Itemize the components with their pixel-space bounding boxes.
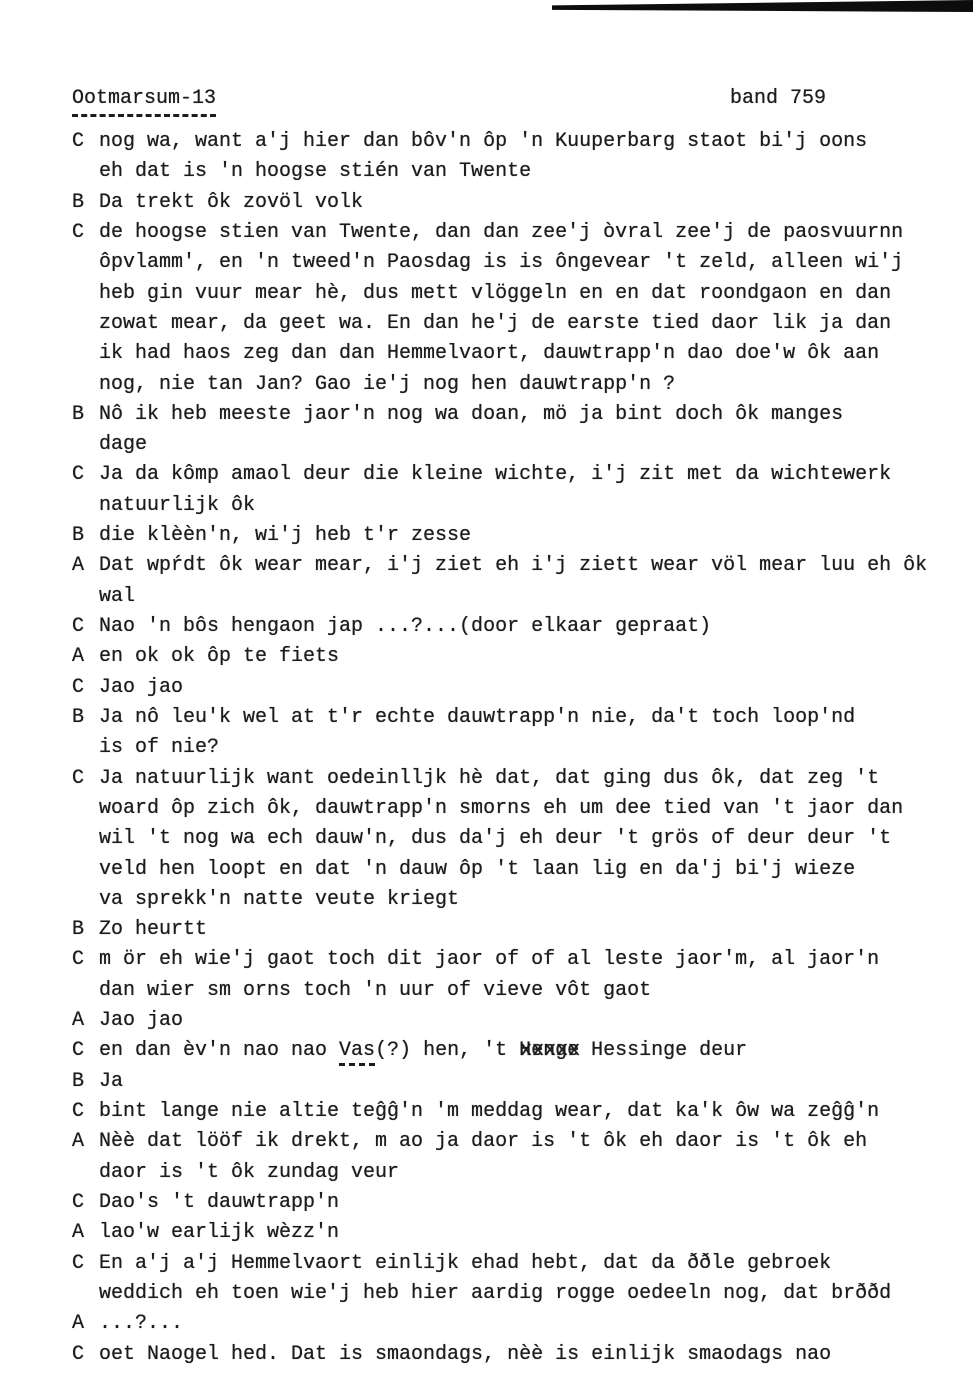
text-segment: Ja [99, 1069, 124, 1093]
speaker-label: C [72, 1190, 85, 1214]
speaker-label: A [72, 1221, 85, 1245]
line-text [99, 767, 879, 790]
text-segment: nog wa, want a'j hier dan bôv'n ôp 'n Kuuperbarg staot bi'j oons [99, 130, 868, 153]
text-segment: Jao jao [99, 675, 184, 699]
transcript-line [72, 885, 962, 915]
line-text [99, 282, 891, 305]
text-segment: wil 't nog wa ech dauw'n, dus da'j eh deur 't grös of deur deur 't [99, 827, 892, 851]
transcript-line [72, 733, 962, 763]
text-segment: Dat wpŕdt ôk wear mear, i'j ziet eh i'j ziett wear völ mear luu eh ôk [99, 554, 928, 578]
speaker-label: C [72, 948, 85, 972]
line-text [99, 948, 879, 971]
text-segment: dage [99, 433, 148, 457]
text-segment: Zo heurtt [99, 918, 208, 942]
text-segment: dan wier sm orns toch 'n uur of vieve vôt gaot [99, 978, 652, 1002]
transcript-line [72, 460, 962, 490]
line-text [99, 554, 927, 577]
line-text [99, 1343, 831, 1366]
line-text [99, 1221, 339, 1244]
speaker-label: A [72, 1130, 85, 1154]
transcript-line [72, 1127, 962, 1157]
text-segment: Ja nô leu'k wel at t'r echte dauwtrapp'n nie, da't toch loop'nd [99, 705, 856, 729]
text-segment: ôpvlamm', en 'n tweed'n Paosdag is is ôngevear 't zeld, alleen wi'j [99, 251, 904, 275]
line-text [99, 433, 147, 456]
band-number: band 759 [730, 87, 827, 110]
transcript-line [72, 764, 962, 794]
line-text [99, 706, 855, 729]
transcript-line [72, 279, 962, 309]
speaker-label: A [72, 1009, 85, 1033]
text-segment: Nô ik heb meeste jaor'n nog wa doan, mö ja bint doch ôk manges [99, 402, 844, 426]
text-segment: Da trekt ôk zovöl volk [99, 190, 364, 214]
speaker-label: A [72, 1312, 85, 1336]
speaker-label: C [72, 1039, 85, 1063]
text-segment: Jao jao [99, 1009, 184, 1033]
transcript-line [72, 551, 962, 581]
text-segment: is of nie? [99, 736, 220, 760]
speaker-label: C [72, 1251, 85, 1275]
text-segment: En a'j a'j Hemmelvaort einlijk ehad hebt, dat da ððle gebroek [99, 1251, 832, 1275]
line-text [99, 736, 219, 759]
line-text [99, 191, 363, 214]
line-text [99, 160, 531, 183]
line-text [99, 312, 891, 335]
line-text [99, 585, 135, 608]
transcript-line [72, 824, 962, 854]
transcript-line [72, 1340, 962, 1370]
line-text [99, 888, 459, 911]
text-segment: Dao's 't dauwtrapp'n [99, 1190, 340, 1214]
speaker-label: B [72, 705, 85, 729]
transcript-line [72, 491, 962, 521]
line-text [99, 797, 903, 820]
transcript-line [72, 1309, 962, 1339]
line-text [99, 403, 843, 426]
speaker-label: C [72, 130, 85, 153]
transcript-line [72, 1097, 962, 1127]
transcript-line [72, 915, 962, 945]
line-text [99, 1252, 831, 1275]
transcript-line [72, 703, 962, 733]
document-header [72, 86, 973, 118]
transcript-line [72, 1067, 962, 1097]
line-text [99, 1039, 747, 1062]
text-segment: Ja da kômp amaol deur die kleine wichte, i'j zit met da wichtewerk [99, 463, 892, 487]
text-segment: ...?... [99, 1312, 184, 1336]
line-text [99, 342, 879, 365]
transcript-line [72, 945, 962, 975]
transcript-line [72, 794, 962, 824]
text-segment: m ör eh wie'j gaot toch dit jaor of of al leste jaor'm, al jaor'n [99, 948, 880, 972]
transcript-line [72, 855, 962, 885]
transcript-line [72, 400, 962, 430]
transcript-line [72, 248, 962, 278]
text-segment: veld hen loopt en dat 'n dauw ôp 't laan lig en da'j bi'j wieze [99, 857, 856, 881]
text-segment: nog, nie tan Jan? Gao ie'j nog hen dauwtrapp'n ? [99, 372, 676, 396]
line-text [99, 1161, 399, 1184]
speaker-label: A [72, 554, 85, 578]
transcript-line [72, 339, 962, 369]
text-segment: daor is 't ôk zundag veur [99, 1160, 400, 1184]
speaker-label: C [72, 220, 85, 244]
speaker-label: B [72, 524, 85, 548]
line-text [99, 524, 471, 547]
transcript-line [72, 1249, 962, 1279]
transcript-line [72, 582, 962, 612]
line-text [99, 1130, 867, 1153]
text-segment: Nao 'n bôs hengaon jap ...?...(door elkaar gepraat) [99, 615, 712, 638]
line-text [99, 827, 891, 850]
speaker-label: C [72, 1342, 85, 1366]
line-text [99, 130, 867, 153]
text-segment: Nèè dat lööf ik drekt, m ao ja daor is 't ôk eh daor is 't ôk eh [99, 1130, 868, 1154]
speaker-label: C [72, 615, 85, 638]
line-text [99, 1100, 879, 1123]
transcript-line [72, 157, 962, 187]
line-text [99, 858, 855, 881]
document-title: Ootmarsum-13 [72, 86, 216, 117]
line-text [99, 463, 891, 486]
transcript-line [72, 1218, 962, 1248]
speaker-label: B [72, 190, 85, 214]
line-text [99, 373, 675, 396]
scan-artifact-bar [552, 0, 973, 12]
line-text [99, 615, 711, 638]
text-segment: die klèèn'n, wi'j heb t'r zesse [99, 524, 472, 548]
text-segment: woard ôp zich ôk, dauwtrapp'n smorns eh um dee tied van 't jaor dan [99, 796, 904, 820]
line-text [99, 979, 651, 1002]
transcript-line [72, 309, 962, 339]
underlined-text: Vas [339, 1039, 375, 1066]
line-text [99, 494, 255, 517]
line-text [99, 676, 183, 699]
transcript-line [72, 1188, 962, 1218]
text-segment: Hessinge deur [579, 1039, 748, 1063]
transcript-line [72, 976, 962, 1006]
text-segment: va sprekk'n natte veute kriegt [99, 887, 460, 911]
line-text [99, 221, 903, 244]
text-segment: (?) hen, 't [375, 1039, 520, 1063]
line-text [99, 1009, 183, 1032]
speaker-label: C [72, 675, 85, 699]
text-segment: en ok ok ôp te fiets [99, 645, 340, 669]
transcript-line [72, 521, 962, 551]
speaker-label: C [72, 1100, 85, 1123]
line-text [99, 1191, 339, 1214]
text-segment: lao'w earlijk wèzz'n [99, 1221, 340, 1245]
text-segment: bint lange nie altie teĝĝ'n 'm meddag wear, dat ka'k ôw wa zeĝĝ'n [99, 1100, 880, 1123]
transcript-line [72, 642, 962, 672]
speaker-label: C [72, 766, 85, 790]
transcript-line [72, 370, 962, 400]
text-segment: Ja natuurlijk want oedeinlljk hè dat, dat ging dus ôk, dat zeg 't [99, 766, 880, 790]
transcript-line [72, 1158, 962, 1188]
text-segment: natuurlijk ôk [99, 493, 256, 517]
transcript-line [72, 1006, 962, 1036]
transcript-line [72, 188, 962, 218]
transcript-line [72, 127, 962, 157]
text-segment: zowat mear, da geet wa. En dan he'j de earste tied daor lik ja dan [99, 311, 892, 335]
text-segment: weddich eh toen wie'j heb hier aardig rogge oedeeln nog, dat brððd [99, 1281, 892, 1305]
transcript-line [72, 430, 962, 460]
transcript-line [72, 1279, 962, 1309]
line-text [99, 918, 207, 941]
text-segment: oet Naogel hed. Dat is smaondags, nèè is einlijk smaodags nao [99, 1342, 832, 1366]
speaker-label: B [72, 918, 85, 942]
transcript-line [72, 673, 962, 703]
text-segment: eh dat is 'n hoogse stién van Twente [99, 160, 532, 184]
line-text [99, 1282, 891, 1305]
transcript-line [72, 1036, 962, 1066]
speaker-label: C [72, 463, 85, 487]
text-segment: en dan èv'n nao nao [99, 1039, 340, 1063]
transcript-line [72, 218, 962, 248]
speaker-label: B [72, 402, 85, 426]
speaker-label: A [72, 645, 85, 669]
line-text [99, 1312, 183, 1335]
line-text [99, 645, 339, 668]
speaker-label: B [72, 1069, 85, 1093]
text-segment: heb gin vuur mear hè, dus mett vlöggeln en en dat roondgaon en dan [99, 281, 892, 305]
line-text [99, 1070, 123, 1093]
text-segment: wal [99, 584, 136, 608]
overstruck-text: Henge xxxxx [519, 1036, 579, 1066]
transcript [72, 127, 962, 1370]
line-text [99, 251, 903, 274]
text-segment: de hoogse stien van Twente, dan dan zee'j òvral zee'j de paosvuurnn [99, 220, 904, 244]
text-segment: ik had haos zeg dan dan Hemmelvaort, dauwtrapp'n dao doe'w ôk aan [99, 342, 880, 366]
transcript-line [72, 612, 962, 642]
